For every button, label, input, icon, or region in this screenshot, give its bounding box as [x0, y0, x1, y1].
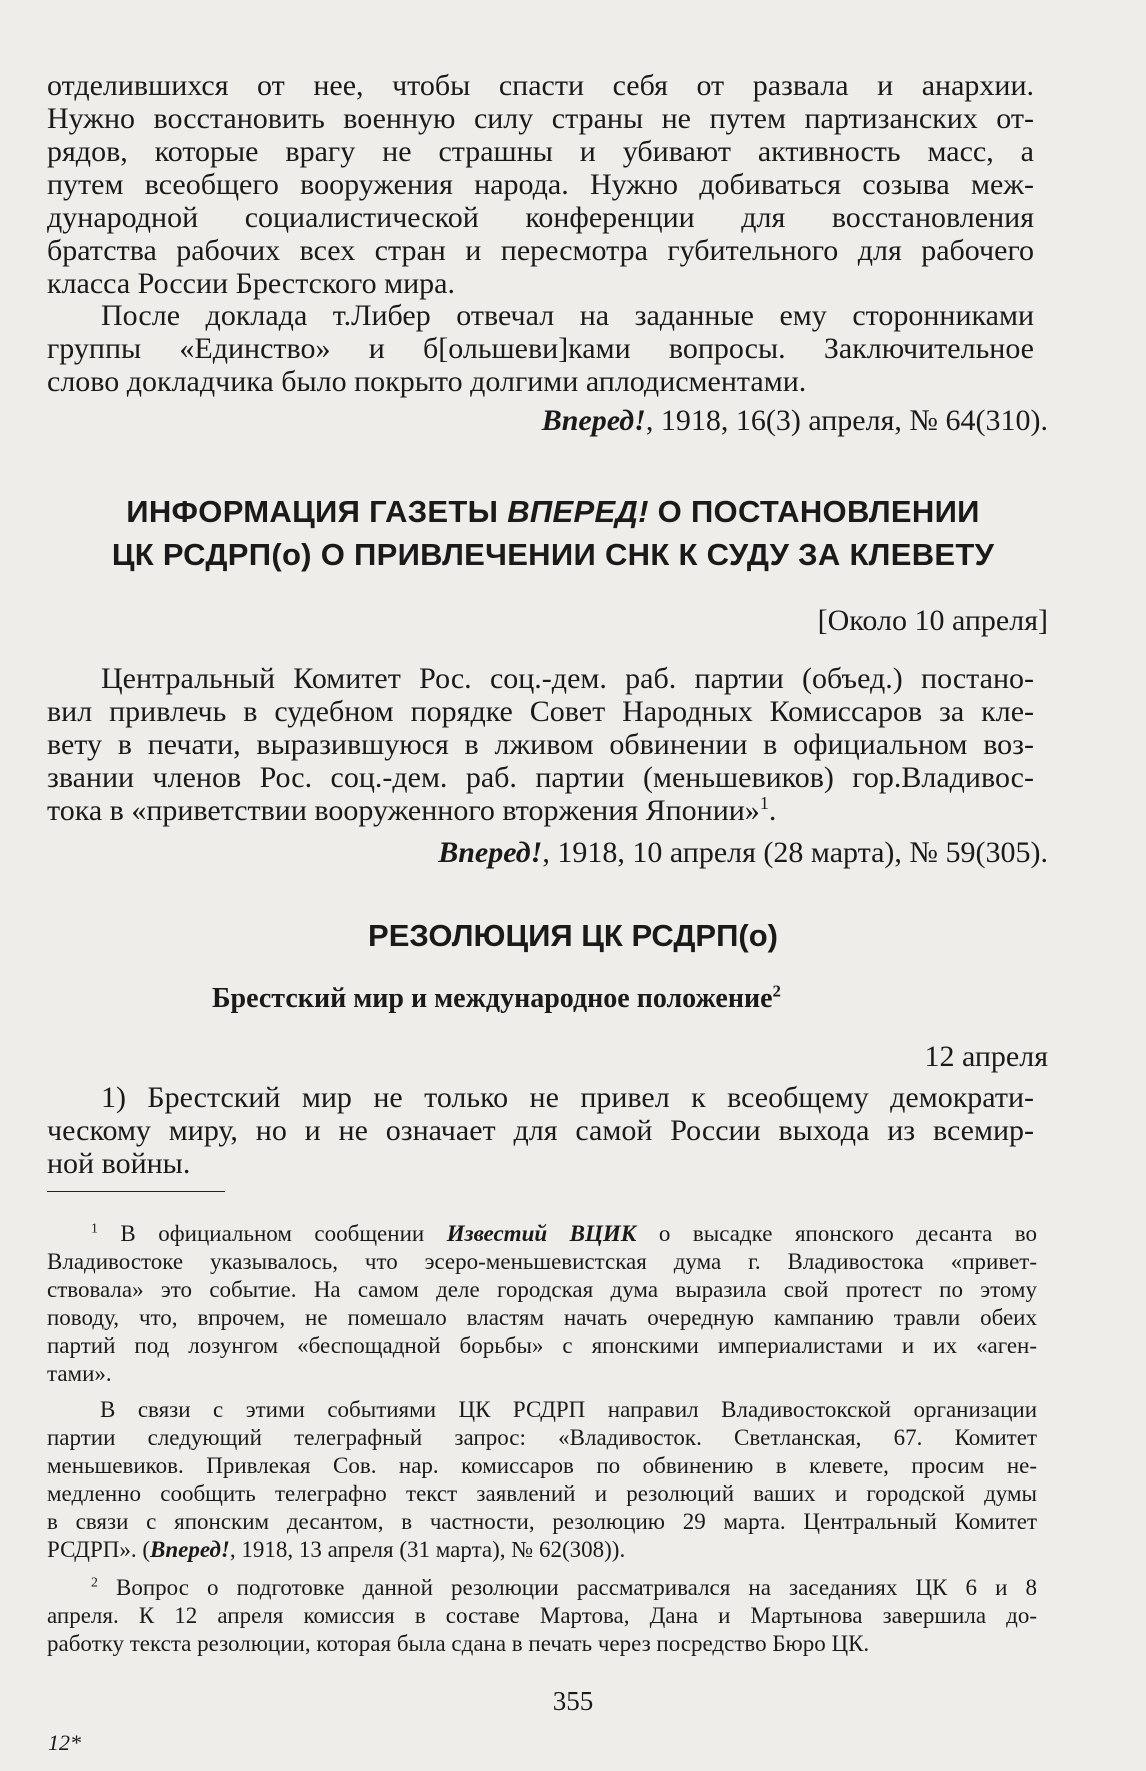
text-line: Центральный Комитет Рос. соц.-дем. раб. партии (объед.) постано- — [101, 662, 1034, 695]
text-line: 1) Брестский мир не только не привел к всеобщему демократи- — [101, 1081, 1034, 1114]
footnote-number: 1 — [91, 1220, 98, 1236]
newspaper-name: Вперед! — [438, 836, 543, 869]
title-newspaper: ВПЕРЕД! — [507, 494, 649, 529]
footnote-line: поводу, что, впрочем, не помешало властям начать очередную кампанию травли обеих — [47, 1305, 1037, 1330]
section-subtitle — [212, 983, 781, 1015]
citation-details: , 1918, 10 апреля (28 марта), № 59(305). — [542, 836, 1048, 869]
footnote-line — [47, 1574, 1037, 1602]
citation-details: , 1918, 16(3) апреля, № 64(310). — [645, 404, 1048, 437]
text-span: о высадке японского десанта во — [636, 1221, 1037, 1246]
footnote-line: Владивостоке указывалось, что эсеро-меньшевистская дума г. Владивостока «привет- — [47, 1249, 1037, 1274]
title-part: ИНФОРМАЦИЯ ГАЗЕТЫ — [126, 494, 508, 529]
section-date: [Около 10 апреля] — [817, 604, 1048, 637]
text-line: братства рабочих всех стран и пересмотра губительного для рабочего — [47, 234, 1034, 267]
footnote-line: тами». — [47, 1361, 112, 1386]
text-line: тока в «приветствии вооруженного вторжения Японии»$^1$. — [47, 793, 777, 827]
footnote-line: медленно сообщить телеграфно текст заявлений и резолюций ваших и городской думы — [47, 1481, 1037, 1506]
text-line: класса России Брестского мира. — [47, 267, 455, 300]
text-line: рядов, которые врагу не страшны и убивают активность масс, а — [47, 135, 1034, 168]
newspaper-name: Вперед! — [150, 1537, 230, 1562]
footnote-line — [47, 1536, 1037, 1564]
text-line: слово докладчика было покрыто долгими аплодисментами. — [47, 365, 807, 398]
section-title-line2: ЦК РСДРП(о) О ПРИВЛЕЧЕНИИ СНК К СУДУ ЗА КЛЕВЕТУ — [111, 537, 995, 572]
text-line: ной войны. — [47, 1147, 191, 1180]
footnote-line: меньшевиков. Привлекая Сов. нар. комиссаров по обвинению в клевете, просим не- — [47, 1453, 1037, 1478]
text-line: дународной социалистической конференции для восстановления — [47, 201, 1034, 234]
source-citation — [542, 404, 1048, 438]
text-span: В официальном сообщении — [120, 1221, 447, 1246]
text-span: тока в «приветствии вооруженного вторжения Японии» — [47, 794, 760, 827]
footnote-ref: 1 — [759, 793, 769, 813]
footnote-line: апреля. К 12 апреля комиссия в составе Мартова, Дана и Мартынова завершила до- — [47, 1603, 1037, 1628]
footnote-divider — [47, 1191, 225, 1192]
text-line: вету в печати, выразившуюся в лживом обвинении в официальном воз- — [47, 728, 1034, 761]
footnote-line: В связи с этими событиями ЦК РСДРП направил Владивостокской организации — [100, 1397, 1037, 1422]
newspaper-name: Известий ВЦИК — [446, 1221, 637, 1246]
footnote-line: ствовала» это событие. На самом деле городская дума выразила свой протест по этому — [47, 1277, 1037, 1302]
text-line: После доклада т.Либер отвечал на заданные ему сторонниками — [101, 299, 1034, 332]
text-span: Вопрос о подготовке данной резолюции рассматривался на заседаниях ЦК 6 и 8 — [116, 1575, 1037, 1600]
footnote-line: партии следующий телеграфный запрос: «Владивосток. Светланская, 67. Комитет — [47, 1425, 1037, 1450]
text-span: , 1918, 13 апреля (31 марта), № 62(308)). — [229, 1537, 626, 1562]
text-line: отделившихся от нее, чтобы спасти себя от развала и анархии. — [47, 69, 1034, 102]
text-line: звании членов Рос. соц.-дем. раб. партии (меньшевиков) гор.Владивос- — [47, 761, 1034, 794]
section-date: 12 апреля — [924, 1040, 1048, 1073]
text-line: вил привлечь в судебном порядке Совет Народных Комиссаров за кле- — [47, 695, 1034, 728]
section-title — [68, 490, 1038, 533]
footnote-number: 2 — [91, 1574, 98, 1590]
subtitle-text: Брестский мир и международное положение — [212, 983, 773, 1014]
section-title: РЕЗОЛЮЦИЯ ЦК РСДРП(о) — [368, 918, 778, 953]
footnote-line: партий под лозунгом «беспощадной борьбы» с японскими империалистами и их «аген- — [47, 1333, 1037, 1358]
printer-signature-mark: 12* — [48, 1730, 81, 1755]
footnote-ref: 2 — [772, 981, 781, 1001]
text-span: РСДРП». ( — [47, 1537, 151, 1562]
text-line: путем всеобщего вооружения народа. Нужно добиваться созыва меж- — [47, 168, 1034, 201]
source-citation — [438, 836, 1048, 870]
text-line: ческому миру, но и не означает для самой России выхода из всемир- — [47, 1114, 1034, 1147]
footnote-line: работку текста резолюции, которая была сдана в печать через посредство Бюро ЦК. — [47, 1631, 870, 1656]
text-line: Нужно восстановить военную силу страны не путем партизанских от- — [47, 102, 1034, 135]
newspaper-name: Вперед! — [541, 404, 646, 437]
footnote-line — [47, 1220, 1037, 1248]
title-part: О ПОСТАНОВЛЕНИИ — [648, 494, 980, 529]
footnote-line: в связи с японским десантом, в частности, резолюцию 29 марта. Центральный Комитет — [47, 1509, 1037, 1534]
page-number: 355 — [552, 1686, 594, 1716]
text-line: группы «Единство» и б[ольшеви]ками вопросы. Заключительное — [47, 332, 1034, 365]
